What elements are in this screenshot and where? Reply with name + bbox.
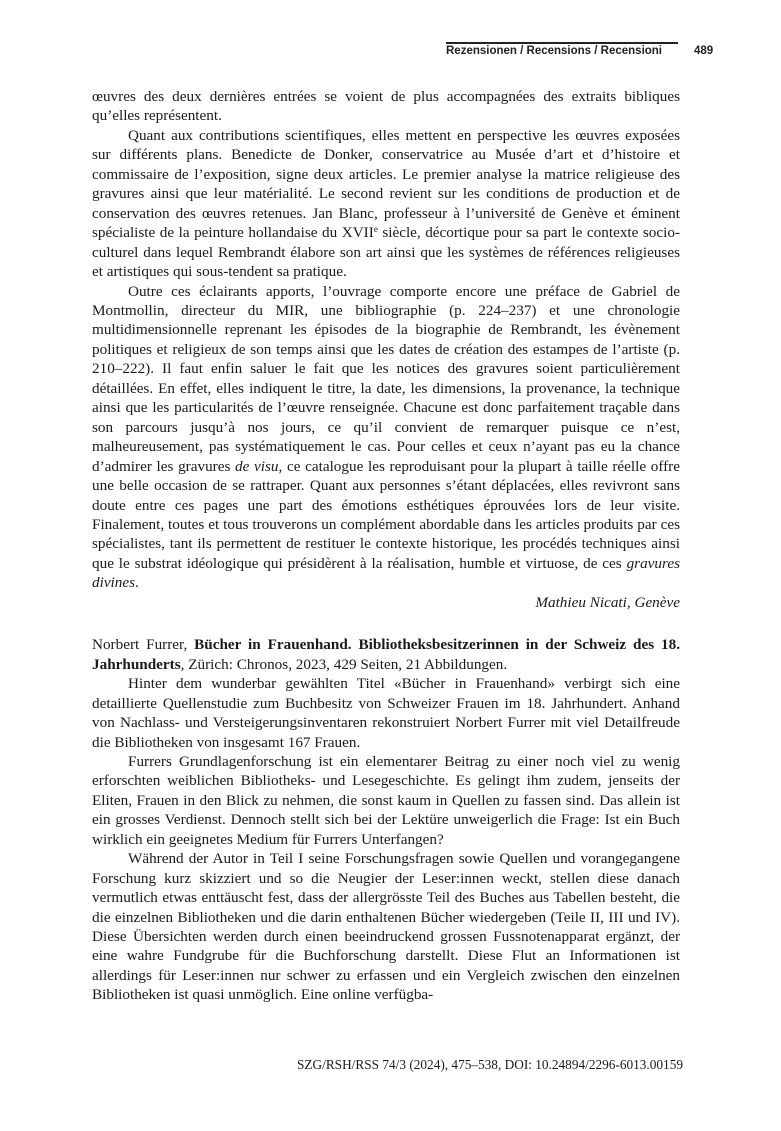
review1-paragraph-1 [92,126,680,282]
review2-paragraph-2: Furrers Grundlagenforschung ist ein elementarer Beitrag zu einer noch viel zu wenig erforschten weiblichen Bibliotheks- und Lesegeschichte. Es gelingt ihm zudem, jenseits der Eliten, Frauen in den Blick zu nehmen, die sonst kaum in Quellen zu fassen sind. Das allein ist ein grosses Verdienst. Dennoch stellt sich bei der Lektüre unweigerlich die Frage: Ist ein Buch wirklich ein geeignetes Medium für Furrers Unterfangen? [92,752,680,848]
review1-paragraph-0: œuvres des deux dernières entrées se voient de plus accompagnées des extraits bibliques qu’elles représentent. [92,88,680,125]
review2-paragraph-1: Hinter dem wunderbar gewählten Titel «Bücher in Frauenhand» verbirgt sich eine detaillierte Quellenstudie zum Buchbesitz von Schweizer Frauen im 18. Jahrhundert. Anhand von Nachlass- und Versteigerungsinventaren rekonstruiert Norbert Furrer mit viel Detailfreude die Bibliotheken von insgesamt 167 Frauen. [92,675,680,751]
review1-p1-text: Quant aux contributions scientifiques, elles mettent en perspective les œuvres exposées sur différents plans. Benedicte de Donker, conservatrice au Musée d’art et d’histoire et commissaire de l’exposition, signe deux articles. Le premier analyse la matrice religieuse des gravures ainsi que leur matérialité. Le second revient sur les conditions de production et de conservation des œuvres retenues. Jan Blanc, professeur à l’université de Genève et éminent spécialiste de la peinture hollandaise du XVII [92,126,680,242]
review-separator [92,612,680,635]
review1-p2-c: . [135,574,139,592]
review1-p2-italic: de visu [235,457,279,475]
page-number: 489 [694,45,714,57]
review1-signature: Mathieu Nicati, Genève [535,593,680,611]
review1-p2-b: , ce catalogue les reproduisant pour la plupart à taille réelle offre une belle occasion de se rattraper. Quant aux personnes s’étant déplacées, elles revivront sans doute entre ces pages une part des émotions esthétiques éprouvées lors de leur visite. Finalement, toutes et tous trouverons un complément abordable dans les articles produits par ces spécialistes, tant ils permettent de restituer le contexte historique, les procédés techniques ainsi que le substrat idéologique qui présidèrent à la réalisation, humble et virtuose, de ces [92,457,680,572]
review2-author: Norbert Furrer, [92,636,195,654]
body-text [92,87,680,1005]
header-rule [446,42,678,44]
review2-paragraph-3: Während der Autor in Teil I seine Forschungsfragen sowie Quellen und vorangegangene Forschung kurz skizziert und so die Neugier der Leser:innen weckt, stellen diese danach vermutlich etwas enttäuscht fest, dass der allergrösste Teil des Buches aus Tabellen besteht, die die einzelnen Bibliotheken und die darin enthaltenen Bücher wiedergeben (Teile II, III und IV). Diese Übersichten werden durch einen beeindruckend grossen Fussnotenapparat ergänzt, der eine wahre Fundgrube für die Buchforschung darstellt. Diese Flut an Informationen ist allerdings für Leser:innen nur schwer zu erfassen und ein Vergleich zwischen den einzelnen Bibliotheken ist quasi unmöglich. Eine online verfügba- [92,850,680,1004]
review2-title: Bücher in Frauenhand. Bibliotheksbesitzerinnen in der Schweiz des 18. Jahrhunderts [92,636,680,673]
review2-publication: , Zürich: Chronos, 2023, 429 Seiten, 21 Abbildungen. [180,655,508,673]
running-head: Rezensionen / Recensions / Recensioni [446,45,663,57]
review1-paragraph-2 [92,282,680,593]
review1-p2-a: Outre ces éclairants apports, l’ouvrage comporte encore une préface de Gabriel de Montmollin, directeur du MIR, une bibliographie (p. 224–237) et une chronologie multidimensionnelle reprenant les épisodes de la biographie de Rembrandt, les évènement politiques et religieux de son temps ainsi que les dates de création des estampes de l’artiste (p. 210–222). Il faut enfin saluer le fait que les notices des gravures soient particulièrement détaillées. En effet, elles indiquent le titre, la date, les dimensions, la provenance, la technique ainsi que les particularités de l’œuvre renseignée. Chacune est donc parfaitement traçable dans son parcours jusqu’à nos jours, ce qu’il convient de remarquer puisque ce n’est, malheureusement, pas systématiquement le cas. Pour celles et ceux n’ayant pas eu la chance d’admirer les gravures [92,282,680,475]
review1-p1-superscript: e [373,224,378,235]
review2-heading [92,635,680,674]
footer-citation: SZG/RSH/RSS 74/3 (2024), 475–538, DOI: 10.24894/2296-6013.00159 [297,1057,683,1072]
review1-p2-italic-2: gravures divines [92,554,680,592]
review1-p1-end: siècle, décortique pour sa part le contexte socio-culturel dans lequel Rembrandt élabore son art ainsi que les systèmes de références religieuses et artistiques qui sous-tendent sa pratique. [92,224,681,281]
